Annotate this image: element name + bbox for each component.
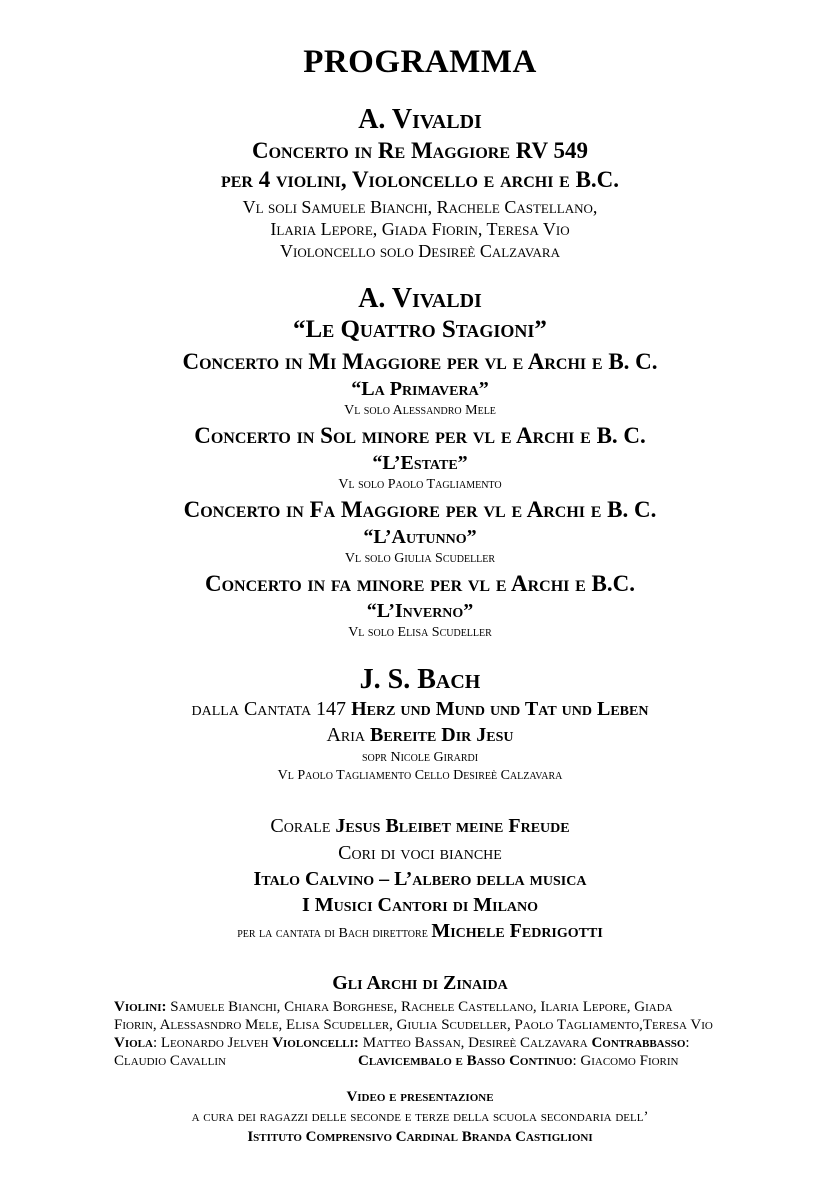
credits-heading: Video e presentazione	[346, 1089, 494, 1105]
violoncelli-label: Violoncelli:	[272, 1035, 359, 1051]
concerto-soloist: Vl solo Giulia Scudeller	[344, 551, 496, 566]
cantata-title: Herz und Mund und Tat und Leben	[351, 698, 649, 720]
director-prefix: per la cantata di Bach direttore	[237, 926, 432, 941]
clavicembalo-name: : Giacomo Fiorin	[572, 1053, 679, 1069]
singer: sopr Nicole Girardi	[361, 750, 479, 765]
concerto-title: Concerto in fa minore per vl e Archi e B.C.	[204, 571, 636, 596]
concerto-soloist: Vl solo Alessandro Mele	[344, 403, 496, 418]
contrabbasso-name: Claudio Cavallin	[114, 1053, 226, 1069]
performers-line-2: Ilaria Lepore, Giada Fiorin, Teresa Vio	[270, 219, 570, 239]
composer-vivaldi-1: A. Vivaldi	[358, 104, 482, 135]
violini-names-2: Fiorin, Alessasndro Mele, Elisa Scudeller, Giulia Scudeller, Paolo Tagliamento,Teresa Vio	[114, 1017, 713, 1033]
composer-bach: J. S. Bach	[359, 664, 481, 695]
ensemble-name: Gli Archi di Zinaida	[332, 972, 508, 994]
performers-line-1: Vl soli Samuele Bianchi, Rachele Castellano,	[242, 197, 598, 217]
cantata-prefix: dalla Cantata 147	[191, 698, 352, 720]
concerto-title: Concerto in Mi Maggiore per vl e Archi e B. C.	[182, 349, 658, 374]
concerto-name: “La Primavera”	[351, 378, 489, 400]
viola-line	[114, 1034, 814, 1052]
corale-line	[0, 815, 840, 838]
corale-title: Jesus Bleibet meine Freude	[335, 815, 570, 837]
concerto-title: Concerto in Sol minore per vl e Archi e B. C.	[194, 423, 646, 448]
violini-line-2	[114, 1016, 814, 1034]
clavicembalo-label: Clavicembalo e Basso Continuo	[358, 1053, 573, 1069]
viola-label: Viola	[114, 1035, 153, 1051]
work-title-line-1: Concerto in Re Maggiore RV 549	[251, 138, 589, 163]
cori-label: Cori di voci bianche	[338, 842, 502, 864]
work-title-line-2: per 4 violini, Violoncello e archi e B.C.	[220, 167, 620, 192]
violini-line-1	[114, 998, 814, 1016]
choir-2: I Musici Cantori di Milano	[301, 894, 539, 916]
concerto-name: “L’Inverno”	[366, 600, 474, 622]
cantata-line	[0, 698, 840, 721]
director-line	[0, 920, 840, 943]
corale-prefix: Corale	[270, 815, 336, 837]
bass-line	[114, 1052, 814, 1070]
concerto-title: Concerto in Fa Maggiore per vl e Archi e B. C.	[183, 497, 657, 522]
concerto-soloist: Vl solo Paolo Tagliamento	[338, 477, 502, 492]
choir-1: Italo Calvino – L’albero della musica	[253, 868, 587, 890]
viola-name: : Leonardo Jelveh	[152, 1035, 273, 1051]
cycle-title: “Le Quattro Stagioni”	[293, 316, 547, 343]
composer-vivaldi-2: A. Vivaldi	[358, 283, 482, 314]
director-name: Michele Fedrigotti	[431, 920, 603, 942]
contrabbasso-label: Contrabbasso	[591, 1035, 686, 1051]
violoncelli-names: Matteo Bassan, Desireè Calzavara	[358, 1035, 592, 1051]
concerto-name: “L’Autunno”	[363, 526, 477, 548]
concerto-soloist: Vl solo Elisa Scudeller	[348, 625, 492, 640]
contrabbasso-sep: :	[685, 1035, 690, 1051]
violini-names-1: Samuele Bianchi, Chiara Borghese, Rachele Castellano, Ilaria Lepore, Giada	[166, 999, 673, 1015]
credits-school: Istituto Comprensivo Cardinal Branda Castiglioni	[247, 1129, 593, 1145]
credits-line: a cura dei ragazzi delle seconde e terze della scuola secondaria dell’	[191, 1109, 649, 1125]
aria-prefix: Aria	[326, 724, 371, 746]
aria-title: Bereite Dir Jesu	[370, 724, 514, 746]
violini-label: Violini:	[114, 999, 167, 1015]
page-title: PROGRAMMA	[303, 44, 537, 80]
players: Vl Paolo Tagliamento Cello Desireè Calzavara	[277, 768, 563, 783]
performers-line-3: Violoncello solo Desireè Calzavara	[280, 241, 560, 261]
concerto-name: “L’Estate”	[372, 452, 468, 474]
aria-line	[0, 724, 840, 747]
